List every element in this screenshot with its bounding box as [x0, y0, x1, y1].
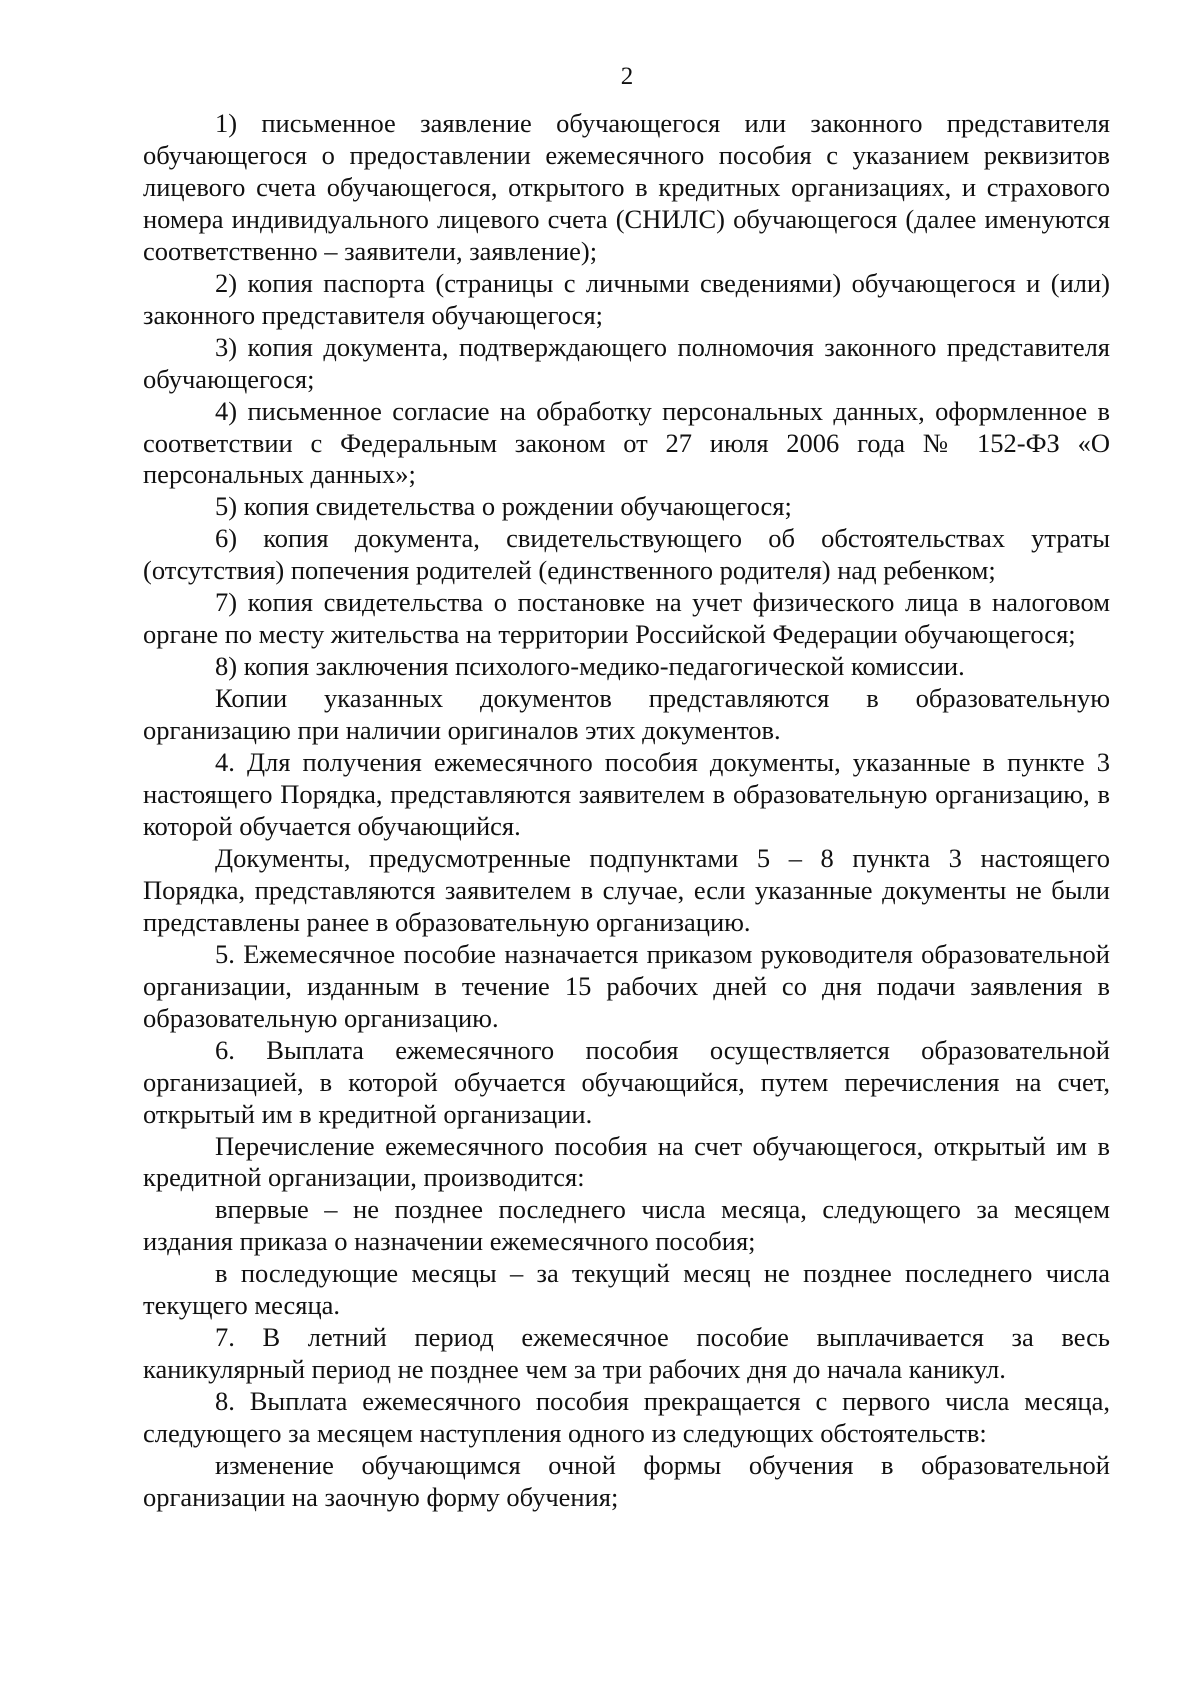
paragraph-first-payment: впервые – не позднее последнего числа месяца, следующего за месяцем издания приказа о назначении ежемесячного пособия;	[143, 1194, 1110, 1257]
paragraph-6-guardianship-document: 6) копия документа, свидетельствующего об обстоятельствах утраты (отсутствия) попечения родителей (единственного родителя) над ребенком;	[143, 523, 1110, 586]
page-number: 2	[620, 63, 634, 90]
paragraph-5-birth-certificate: 5) копия свидетельства о рождении обучающегося;	[215, 491, 792, 522]
paragraph-section-4-documents: Документы, предусмотренные подпунктами 5 – 8 пункта 3 настоящего Порядка, представляются заявителем в случае, если указанные документы не были представлены ранее в образовательную организацию.	[143, 842, 1110, 937]
document-body	[143, 108, 1110, 1514]
paragraph-section-4: 4. Для получения ежемесячного пособия документы, указанные в пункте 3 настоящего Порядка, представляются заявителем в образовательную организацию, в которой обучается обучающийся.	[143, 747, 1110, 841]
paragraph-copies-note: Копии указанных документов представляются в образовательную организацию при наличии оригиналов этих документов.	[143, 683, 1110, 746]
paragraph-section-7: 7. В летний период ежемесячное пособие выплачивается за весь каникулярный период не позднее чем за три рабочих дня до начала каникул.	[143, 1322, 1110, 1385]
paragraph-3-authority-document: 3) копия документа, подтверждающего полномочия законного представителя обучающегося;	[143, 331, 1110, 394]
paragraph-section-6-transfer: Перечисление ежемесячного пособия на счет обучающегося, открытый им в кредитной организации, производится:	[143, 1130, 1110, 1193]
paragraph-subsequent-payments: в последующие месяцы – за текущий месяц не позднее последнего числа текущего месяца.	[143, 1258, 1110, 1321]
paragraph-section-6: 6. Выплата ежемесячного пособия осуществляется образовательной организацией, в которой обучается обучающийся, путем перечисления на счет, открытый им в кредитной организации.	[143, 1034, 1110, 1129]
paragraph-section-8: 8. Выплата ежемесячного пособия прекращается с первого числа месяца, следующего за месяцем наступления одного из следующих обстоятельств:	[143, 1386, 1110, 1449]
paragraph-form-change: изменение обучающимся очной формы обучения в образовательной организации на заочную форму обучения;	[143, 1450, 1110, 1512]
paragraph-section-5: 5. Ежемесячное пособие назначается приказом руководителя образовательной организации, изданным в течение 15 рабочих дней со дня подачи заявления в образовательную организацию.	[143, 938, 1110, 1033]
paragraph-4-consent: 4) письменное согласие на обработку персональных данных, оформленное в соответствии с Федеральным законом от 27 июля 2006 года № 152-ФЗ «О персональных данных»;	[143, 395, 1110, 490]
paragraph-8-commission-conclusion: 8) копия заключения психолого-медико-педагогической комиссии.	[215, 651, 965, 682]
paragraph-1-written-application: 1) письменное заявление обучающегося или законного представителя обучающегося о предоставлении ежемесячного пособия с указанием реквизитов лицевого счета обучающегося, открытого в кредитных организациях, и страхового номера индивидуального лицевого счета (СНИЛС) обучающегося (далее именуются соответственно – заявители, заявление);	[143, 108, 1110, 266]
paragraph-7-tax-registration: 7) копия свидетельства о постановке на учет физического лица в налоговом органе по месту жительства на территории Российской Федерации обучающегося;	[143, 587, 1110, 650]
paragraph-2-passport-copy: 2) копия паспорта (страницы с личными сведениями) обучающегося и (или) законного представителя обучающегося;	[143, 267, 1110, 330]
